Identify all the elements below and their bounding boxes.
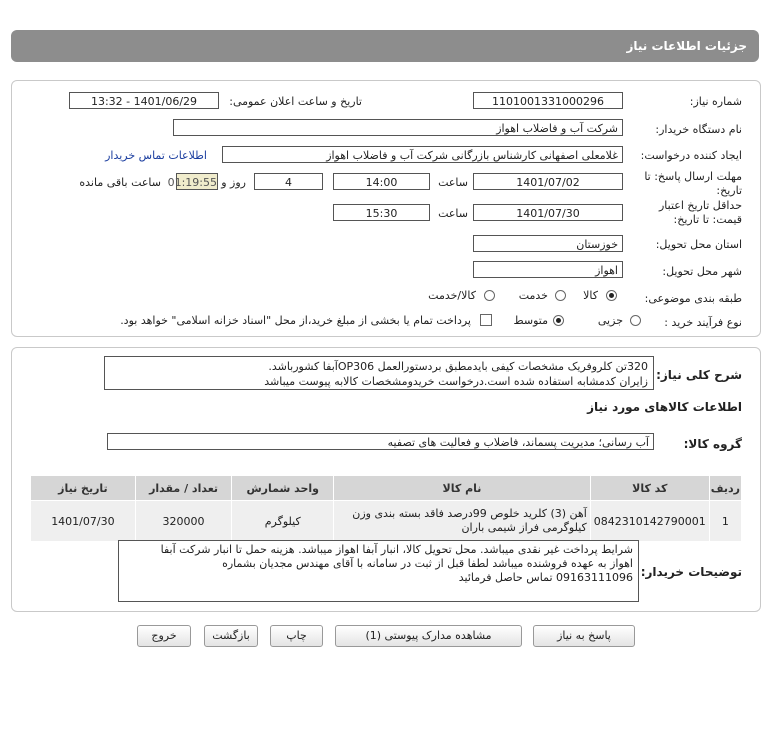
exit-button[interactable]: خروج [137, 625, 191, 647]
cell-row: 1 [709, 501, 741, 542]
reply-button[interactable]: پاسخ به نیاز [533, 625, 635, 647]
description-box: 320تن کلروفریک مشخصات کیفی بایدمطبق بردستورالعمل OP306آبفا کشورباشد. زایران کدمشابه استفاده شده است.درخواست خریدومشخصات کالابه پیوست میباشد [104, 356, 654, 390]
need-number-field: 1101001331000296 [473, 92, 623, 109]
print-button[interactable]: چاپ [270, 625, 323, 647]
description-label: شرح کلی نیاز: [656, 368, 742, 382]
treasury-note: پرداخت تمام یا بخشی از مبلغ خرید،از محل "اسناد خزانه اسلامی" خواهد بود. [120, 314, 471, 327]
goods-table [30, 475, 742, 542]
announce-field: 1401/06/29 - 13:32 [69, 92, 219, 109]
goods-group-field: آب رسانی؛ مدیریت پسماند، فاضلاب و فعالیت های تصفیه [107, 433, 654, 450]
cell-code: 0842310142790001 [590, 501, 709, 542]
page-title: جزئیات اطلاعات نیاز [626, 39, 747, 53]
page-header [11, 30, 759, 62]
buyer-org-field: شرکت آب و فاضلاب اهواز [173, 119, 623, 136]
reply-deadline-label: مهلت ارسال پاسخ: تا تاریخ: [644, 170, 742, 197]
goods-section-title: اطلاعات کالاهای مورد نیاز [587, 400, 742, 414]
requester-field: غلامعلی اصفهانی کارشناس بازرگانی شرکت آب و فاضلاب اهواز [222, 146, 623, 163]
category-service-radio[interactable] [555, 290, 566, 301]
category-goods-radio[interactable] [606, 290, 617, 301]
province-label: استان محل تحویل: [655, 238, 742, 251]
category-label: طبقه بندی موضوعی: [644, 292, 742, 305]
cell-qty: 320000 [135, 501, 232, 542]
process-minor-label: جزیی [597, 314, 623, 327]
reply-time-label: ساعت [438, 176, 468, 189]
province-field: خوزستان [473, 235, 623, 252]
validity-label: حداقل تاریخ اعتبار قیمت: تا تاریخ: [658, 199, 742, 226]
category-goods-label: کالا [583, 289, 598, 302]
requester-label: ایجاد کننده درخواست: [640, 149, 742, 162]
need-number-label: شماره نیاز: [689, 95, 742, 108]
buyer-org-label: نام دستگاه خریدار: [655, 123, 742, 136]
view-attachments-button[interactable]: مشاهده مدارک پیوستی (1) [335, 625, 522, 647]
cell-name: آهن (3) کلرید خلوص 99درصد فاقد بسته بندی وزن کیلوگرمی فراز شیمی باران [334, 501, 591, 542]
category-service-label: خدمت [518, 289, 548, 302]
validity-time-field: 15:30 [333, 204, 430, 221]
process-medium-radio[interactable] [553, 315, 564, 326]
remaining-label: ساعت باقی مانده [79, 176, 161, 189]
buyer-notes-box: شرایط پرداخت غیر نقدی میباشد. محل تحویل کالا، انبار آبفا اهواز میباشد. هزینه حمل تا انبار شرکت آبفا اهواز به عهده فروشنده میباشد لطفا قبل از ثبت در سامانه با آقای مهندس مجدیان بشماره 09163111096 تماس حاصل فرمائید [118, 540, 639, 602]
process-type-label: نوع فرآیند خرید : [664, 316, 742, 329]
buyer-contact-link[interactable]: اطلاعات تماس خریدار [105, 149, 207, 162]
reply-time-field: 14:00 [333, 173, 430, 190]
col-qty: تعداد / مقدار [135, 476, 232, 501]
col-unit: واحد شمارش [232, 476, 334, 501]
validity-time-label: ساعت [438, 207, 468, 220]
col-name: نام کالا [334, 476, 591, 501]
col-row: ردیف [709, 476, 741, 501]
col-date: تاریخ نیاز [31, 476, 136, 501]
process-minor-radio[interactable] [630, 315, 641, 326]
category-goods-service-radio[interactable] [484, 290, 495, 301]
city-label: شهر محل تحویل: [662, 265, 742, 278]
table-row [31, 501, 742, 542]
cell-unit: کیلوگرم [232, 501, 334, 542]
remaining-time-field: 01:19:55 [176, 173, 218, 190]
goods-table-header [31, 476, 742, 501]
col-code: کد کالا [590, 476, 709, 501]
announce-label: تاریخ و ساعت اعلان عمومی: [229, 95, 362, 108]
days-field: 4 [254, 173, 323, 190]
reply-date-field: 1401/07/02 [473, 173, 623, 190]
process-medium-label: متوسط [513, 314, 548, 327]
category-goods-service-label: کالا/خدمت [428, 289, 476, 302]
buyer-notes-label: توضیحات خریدار: [640, 565, 742, 579]
city-field: اهواز [473, 261, 623, 278]
back-button[interactable]: بازگشت [204, 625, 258, 647]
cell-date: 1401/07/30 [31, 501, 136, 542]
days-label: روز و [221, 176, 246, 189]
validity-date-field: 1401/07/30 [473, 204, 623, 221]
treasury-checkbox[interactable] [480, 314, 492, 326]
goods-group-label: گروه کالا: [683, 437, 742, 451]
